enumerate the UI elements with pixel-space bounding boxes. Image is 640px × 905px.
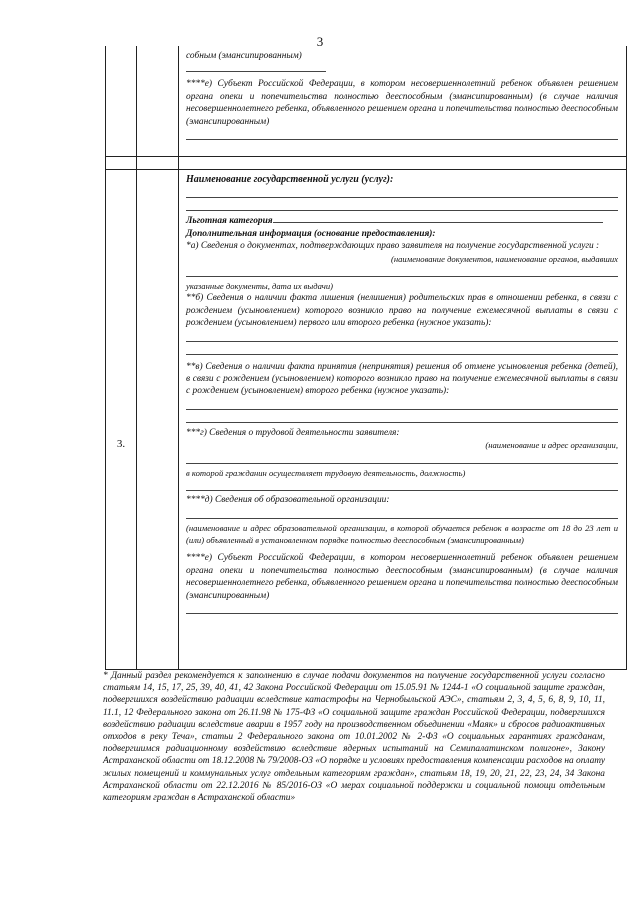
employment-caption: (наименование и адрес организации,: [485, 440, 618, 451]
fill-line: [186, 332, 618, 342]
fill-line: [186, 509, 618, 519]
employment-text: ***г) Сведения о трудовой деятельности заявителя:: [186, 427, 400, 438]
fill-line: [186, 201, 618, 211]
fill-line: [186, 400, 618, 410]
extra-info-label: Дополнительная информация (основание предоставления):: [186, 228, 436, 239]
category-label: Льготная категория: [186, 216, 273, 227]
education-caption: (наименование и адрес образовательной организации, в которой обучается ребенок в возрасте от 18 до 23 лет и (или) объявленный в установленном порядке полностью дееспособным (эмансипированным): [186, 522, 618, 545]
main-cell: [186, 174, 618, 617]
fill-line: [186, 267, 618, 277]
row-divider: [106, 169, 626, 170]
documents-caption-2: указанные документы, дата их выдачи): [186, 281, 334, 292]
documents-text: *а) Сведения о документах, подтверждающих право заявителя на получение государственной услуги :: [186, 241, 600, 252]
service-name-heading[interactable]: Наименование государственной услуги (услуг):: [186, 174, 394, 185]
top-cell: [186, 50, 618, 143]
fill-line: [186, 481, 618, 491]
fill-line: [186, 454, 618, 464]
column-divider: [178, 46, 179, 669]
deprivation-text: **б) Сведения о наличии факта лишения (нелишения) родительских прав в отношении ребенка, в связи с рождением (усыновлением) которого возникло право на получение ежемесячной выплаты в связи с рождением (усыновлением) первого или второго ребенка (нужное указать):: [186, 293, 618, 329]
employment-caption-2: в которой гражданин осуществляет трудовую деятельность, должность): [186, 467, 466, 478]
page-number: 3: [316, 34, 324, 49]
fill-line: [186, 413, 618, 423]
row-number: 3.: [116, 438, 126, 450]
column-divider: [136, 46, 137, 669]
fill-line: [186, 345, 618, 355]
fill-line: [186, 130, 618, 140]
continued-text: собным (эмансипированным): [186, 51, 302, 61]
fill-line: [186, 604, 618, 614]
subject-text: ****е) Субъект Российской Федерации, в котором несовершеннолетний ребенок объявлен решением органа опеки и попечительства полностью дееспособным (эмансипированным) (в случае наличия несовершеннолетнего ребенка, объявленного решением органа и попечительства полностью дееспособным (эмансипированным): [186, 79, 618, 127]
row-divider: [106, 156, 626, 157]
documents-caption: (наименование документов, наименование органов, выдавших: [391, 253, 618, 264]
fill-line: [186, 188, 618, 198]
footnote: * Данный раздел рекомендуется к заполнению в случае подачи документов на получение государственной услуги согласно статьям 14, 15, 17, 25, 39, 40, 41, 42 Закона Российской Федерации от 15.05.91 № 1244-1 «О социальной защите граждан, подвергшихся воздействию радиации вследствие катастрофы на Чернобыльской АЭС», статьям 2, 3, 4, 5, 6, 8, 9, 10, 11, 11.1, 12 Федерального закона от 26.11.98 № 175-ФЗ «О социальной защите граждан Российской Федерации, подвергшихся воздействию радиации вследствие аварии в 1957 году на производственном объединении «Маяк» и сбросов радиоактивных отходов в реку Теча», статьи 2 Федерального закона от 10.01.2002 № 2-ФЗ «О социальных гарантиях гражданам, подвергшимся радиационному воздействию вследствие ядерных испытаний на Семипалатинском полигоне», Закону Астраханской области от 18.12.2008 № 79/2008-ОЗ «О порядке и условиях предоставления компенсации расходов на оплату жилых помещений и коммунальных услуг отдельным категориям граждан», статьям 18, 19, 20, 21, 22, 23, 24, 34 Закона Астраханской области от 22.12.2016 № 85/2016-ОЗ «О мерах социальной поддержки и социальной помощи отдельным категориям граждан в Астраханской области»: [103, 671, 605, 804]
adoption-text: **в) Сведения о наличии факта принятия (непринятия) решения об отмене усыновления ребенка (детей), в связи с рождением (усыновлением) которого возникло право на получение ежемесячной выплаты в связи с рождением (усыновлением) второго ребенка (нужное указать):: [186, 361, 618, 397]
emancipation-subject-text: ****е) Субъект Российской Федерации, в котором несовершеннолетний ребенок объявлен решением органа опеки и попечительства полностью дееспособным (эмансипированным) (в случае наличия несовершеннолетнего ребенка, объявленного решением органа и попечительства полностью дееспособным (эмансипированным): [186, 553, 618, 601]
form-table: [105, 46, 627, 670]
fill-line: [186, 62, 326, 72]
category-line[interactable]: [273, 214, 603, 223]
education-text: ****д) Сведения об образовательной организации:: [186, 495, 390, 506]
